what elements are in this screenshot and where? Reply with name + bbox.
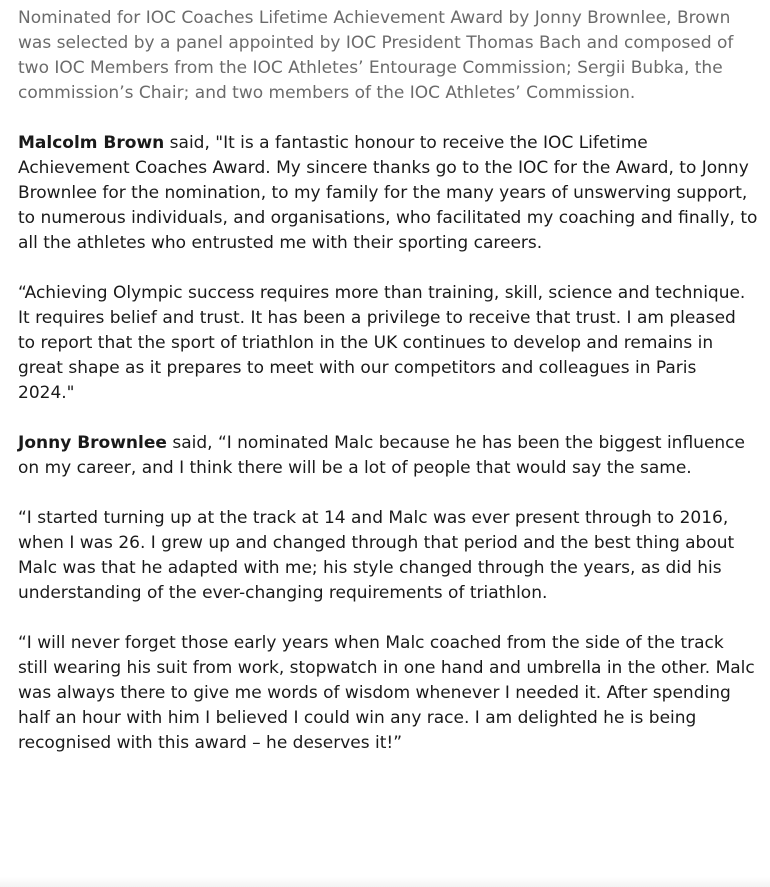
malcolm-brown-quote-continued: “Achieving Olympic success requires more than training, skill, science and technique. It requires belief and trust. It has been a privilege to receive that trust. I am pleased to report that the sport of triathlon in the UK continues to develop and remains in great shape as it prepares to meet with our competitors and colleagues in Paris 2024." [18, 283, 746, 403]
speaker-name: Malcolm Brown [18, 133, 165, 153]
malcolm-brown-quote-paragraph [18, 131, 758, 256]
quote-text: said, "It is a fantastic honour to receive the IOC Lifetime Achievement Coaches Award. My sincere thanks go to the IOC for the Award, to Jonny Brownlee for the nomination, to my family for the many years of unswerving support, to numerous individuals, and organisations, who facilitated my coaching and finally, to all the athletes who entrusted me with their sporting careers. [18, 133, 758, 253]
speaker-name: Jonny Brownlee [18, 433, 167, 453]
article-body [18, 6, 758, 781]
intro-paragraph: Nominated for IOC Coaches Lifetime Achievement Award by Jonny Brownlee, Brown was selected by a panel appointed by IOC President Thomas Bach and composed of two IOC Members from the IOC Athletes’ Entourage Commission; Sergii Bubka, the commission’s Chair; and two members of the IOC Athletes’ Commission. [18, 8, 734, 103]
jonny-brownlee-quote-continued-2: “I will never forget those early years when Malc coached from the side of the track still wearing his suit from work, stopwatch in one hand and umbrella in the other. Malc was always there to give me words of wisdom whenever I needed it. After spending half an hour with him I believed I could win any race. I am delighted he is being recognised with this award – he deserves it!” [18, 633, 755, 753]
jonny-brownlee-quote-paragraph [18, 431, 758, 481]
bottom-fade [0, 877, 770, 887]
quote-text: said, “I nominated Malc because he has been the biggest influence on my career, and I think there will be a lot of people that would say the same. [18, 433, 745, 478]
jonny-brownlee-quote-continued-1: “I started turning up at the track at 14 and Malc was ever present through to 2016, when I was 26. I grew up and changed through that period and the best thing about Malc was that he adapted with me; his style changed through the years, as did his understanding of the ever-changing requirements of triathlon. [18, 508, 735, 603]
